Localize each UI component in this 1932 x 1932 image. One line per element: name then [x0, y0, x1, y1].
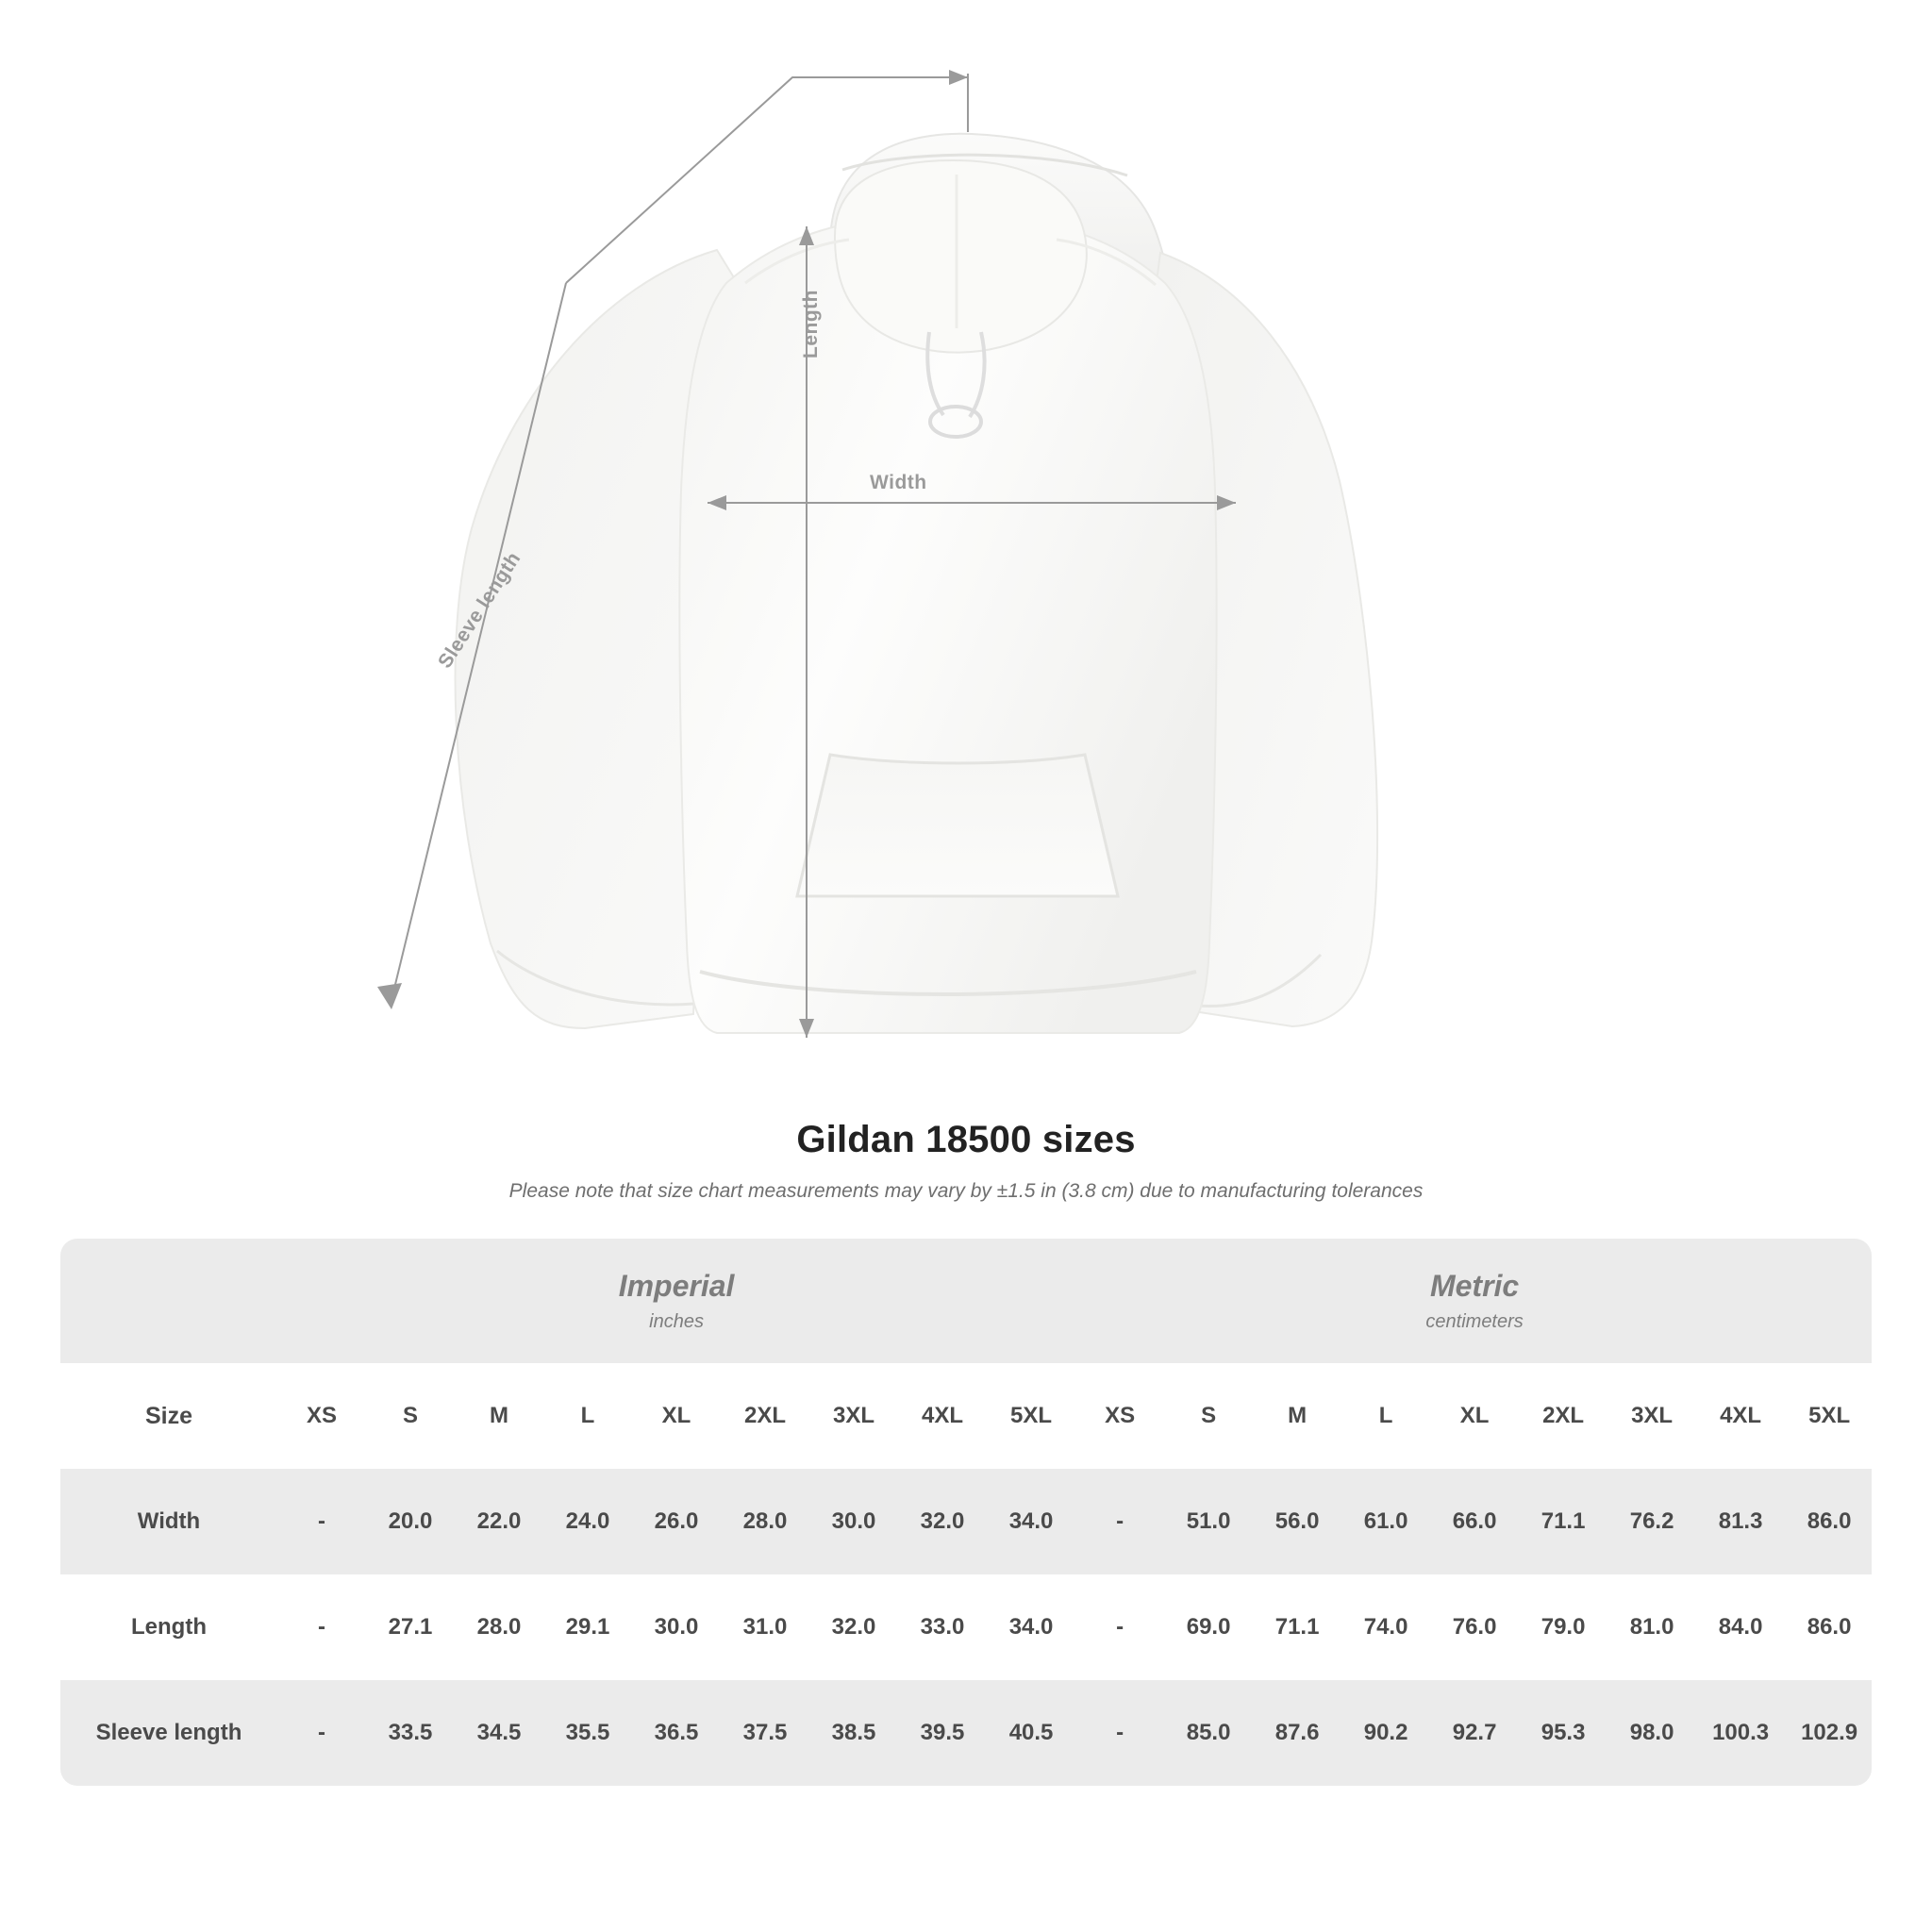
cell-length-metric-m: 71.1	[1253, 1574, 1341, 1680]
size-header-imperial-2xl: 2XL	[721, 1363, 809, 1469]
cell-sleeve-imperial-l: 35.5	[543, 1680, 632, 1786]
cell-length-metric-xl: 76.0	[1430, 1574, 1519, 1680]
table-row	[60, 1680, 1872, 1786]
unit-group-metric	[1075, 1239, 1872, 1363]
page-title: Gildan 18500 sizes	[796, 1119, 1136, 1160]
size-header-metric-xs: XS	[1075, 1363, 1164, 1469]
row-label-sleeve-length: Sleeve length	[60, 1680, 277, 1786]
unit-group-metric-sub: centimeters	[1425, 1311, 1524, 1332]
table-row	[60, 1574, 1872, 1680]
size-header-imperial-xl: XL	[632, 1363, 721, 1469]
cell-width-imperial-xs: -	[277, 1469, 366, 1574]
cell-width-metric-xs: -	[1075, 1469, 1164, 1574]
cell-length-imperial-2xl: 31.0	[721, 1574, 809, 1680]
cell-length-imperial-xl: 30.0	[632, 1574, 721, 1680]
cell-width-metric-m: 56.0	[1253, 1469, 1341, 1574]
cell-length-imperial-s: 27.1	[366, 1574, 455, 1680]
cell-sleeve-imperial-3xl: 38.5	[809, 1680, 898, 1786]
cell-sleeve-metric-m: 87.6	[1253, 1680, 1341, 1786]
size-header-imperial-xs: XS	[277, 1363, 366, 1469]
cell-width-imperial-m: 22.0	[455, 1469, 543, 1574]
size-header-imperial-l: L	[543, 1363, 632, 1469]
size-header-metric-4xl: 4XL	[1696, 1363, 1785, 1469]
cell-sleeve-imperial-xs: -	[277, 1680, 366, 1786]
dimension-label-width: Width	[870, 472, 927, 493]
cell-length-metric-2xl: 79.0	[1519, 1574, 1607, 1680]
unit-group-metric-name: Metric	[1429, 1269, 1520, 1303]
tolerance-note: Please note that size chart measurements may vary by ±1.5 in (3.8 cm) due to manufacturing tolerances	[508, 1180, 1424, 1202]
cell-sleeve-metric-l: 90.2	[1341, 1680, 1430, 1786]
cell-width-metric-xl: 66.0	[1430, 1469, 1519, 1574]
cell-length-imperial-4xl: 33.0	[898, 1574, 987, 1680]
cell-width-imperial-5xl: 34.0	[987, 1469, 1075, 1574]
cell-width-metric-4xl: 81.3	[1696, 1469, 1785, 1574]
size-header-metric-s: S	[1164, 1363, 1253, 1469]
cell-sleeve-metric-s: 85.0	[1164, 1680, 1253, 1786]
dimension-label-sleeve-length: Sleeve length	[434, 548, 525, 673]
size-table	[60, 1239, 1872, 1786]
cell-length-metric-5xl: 86.0	[1785, 1574, 1872, 1680]
size-header-imperial-4xl: 4XL	[898, 1363, 987, 1469]
size-header-row	[60, 1363, 1872, 1469]
cell-width-imperial-4xl: 32.0	[898, 1469, 987, 1574]
cell-width-imperial-3xl: 30.0	[809, 1469, 898, 1574]
cell-width-metric-2xl: 71.1	[1519, 1469, 1607, 1574]
cell-sleeve-metric-xs: -	[1075, 1680, 1164, 1786]
cell-sleeve-metric-xl: 92.7	[1430, 1680, 1519, 1786]
cell-sleeve-metric-5xl: 102.9	[1785, 1680, 1872, 1786]
cell-length-imperial-l: 29.1	[543, 1574, 632, 1680]
unit-header-corner	[60, 1239, 277, 1363]
size-header-metric-2xl: 2XL	[1519, 1363, 1607, 1469]
dimension-label-length: Length	[800, 290, 822, 358]
cell-width-metric-l: 61.0	[1341, 1469, 1430, 1574]
cell-length-metric-l: 74.0	[1341, 1574, 1430, 1680]
cell-sleeve-imperial-m: 34.5	[455, 1680, 543, 1786]
size-header-metric-3xl: 3XL	[1607, 1363, 1696, 1469]
cell-length-metric-xs: -	[1075, 1574, 1164, 1680]
cell-sleeve-imperial-xl: 36.5	[632, 1680, 721, 1786]
cell-sleeve-imperial-s: 33.5	[366, 1680, 455, 1786]
cell-sleeve-imperial-4xl: 39.5	[898, 1680, 987, 1786]
row-label-width: Width	[60, 1469, 277, 1574]
cell-width-metric-s: 51.0	[1164, 1469, 1253, 1574]
cell-sleeve-metric-4xl: 100.3	[1696, 1680, 1785, 1786]
size-header-imperial-s: S	[366, 1363, 455, 1469]
unit-group-imperial	[277, 1239, 1075, 1363]
cell-width-metric-3xl: 76.2	[1607, 1469, 1696, 1574]
unit-group-imperial-sub: inches	[649, 1311, 704, 1332]
cell-length-imperial-xs: -	[277, 1574, 366, 1680]
cell-sleeve-metric-2xl: 95.3	[1519, 1680, 1607, 1786]
size-header-label: Size	[60, 1363, 277, 1469]
size-header-metric-m: M	[1253, 1363, 1341, 1469]
size-header-metric-l: L	[1341, 1363, 1430, 1469]
cell-sleeve-metric-3xl: 98.0	[1607, 1680, 1696, 1786]
size-header-metric-xl: XL	[1430, 1363, 1519, 1469]
cell-sleeve-imperial-2xl: 37.5	[721, 1680, 809, 1786]
cell-length-metric-s: 69.0	[1164, 1574, 1253, 1680]
title-block	[0, 1119, 1932, 1203]
cell-width-imperial-s: 20.0	[366, 1469, 455, 1574]
cell-length-imperial-5xl: 34.0	[987, 1574, 1075, 1680]
size-header-imperial-m: M	[455, 1363, 543, 1469]
cell-width-imperial-2xl: 28.0	[721, 1469, 809, 1574]
size-header-imperial-5xl: 5XL	[987, 1363, 1075, 1469]
cell-length-metric-4xl: 84.0	[1696, 1574, 1785, 1680]
size-table-wrapper	[60, 1239, 1872, 1786]
row-label-length: Length	[60, 1574, 277, 1680]
cell-width-metric-5xl: 86.0	[1785, 1469, 1872, 1574]
cell-length-imperial-3xl: 32.0	[809, 1574, 898, 1680]
unit-header-row	[60, 1239, 1872, 1363]
cell-length-metric-3xl: 81.0	[1607, 1574, 1696, 1680]
unit-group-imperial-name: Imperial	[618, 1269, 735, 1303]
cell-sleeve-imperial-5xl: 40.5	[987, 1680, 1075, 1786]
cell-width-imperial-xl: 26.0	[632, 1469, 721, 1574]
size-header-imperial-3xl: 3XL	[809, 1363, 898, 1469]
cell-length-imperial-m: 28.0	[455, 1574, 543, 1680]
table-row	[60, 1469, 1872, 1574]
size-header-metric-5xl: 5XL	[1785, 1363, 1872, 1469]
cell-width-imperial-l: 24.0	[543, 1469, 632, 1574]
